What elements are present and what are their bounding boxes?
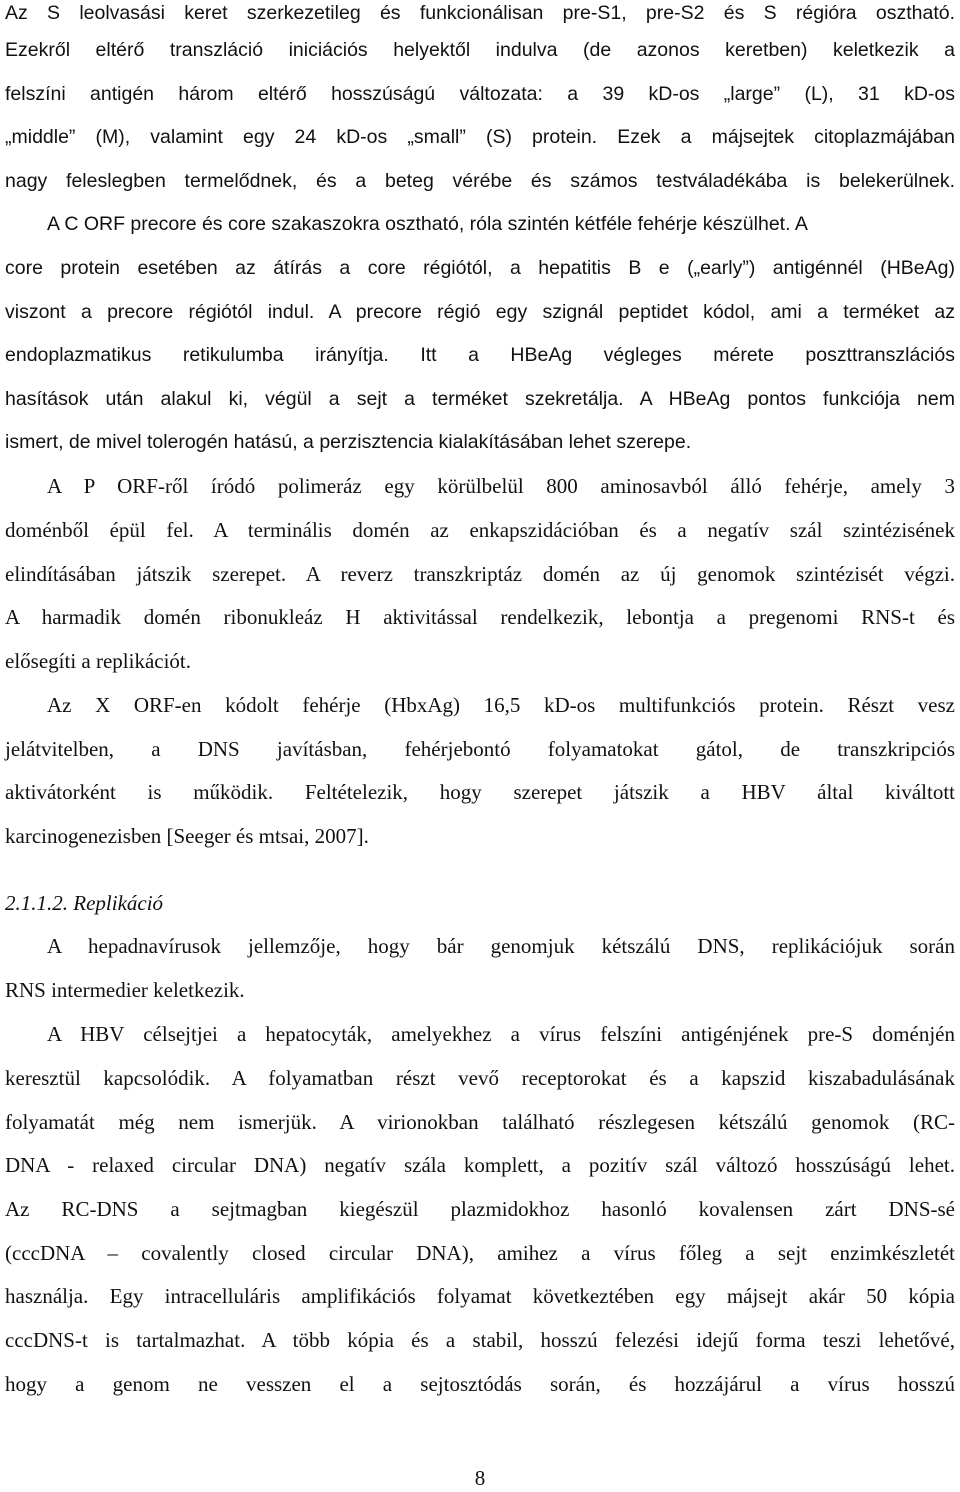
paragraph-line: A hepadnavírusok jellemzője, hogy bár genomjuk kétszálú DNS, replikációjuk során — [47, 934, 955, 958]
paragraph-line: A HBV célsejtjei a hepatocyták, amelyekhez a vírus felszíni antigénjének pre-S doménjén — [47, 1022, 955, 1046]
paragraph-line: core protein esetében az átírás a core régiótól, a hepatitis B e („early”) antigénnél (HBeAg) — [5, 257, 955, 279]
paragraph-line: ismert, de mivel tolerogén hatású, a perzisztencia kialakításában lehet szerepe. — [5, 431, 692, 453]
paragraph-line: nagy feleslegben termelődnek, és a beteg vérébe és számos testváladékába is belekerülnek. — [5, 170, 955, 192]
paragraph-line: DNA - relaxed circular DNA) negatív szála komplett, a pozitív szál változó hosszúságú lehet. — [5, 1153, 955, 1177]
paragraph-line: doménből épül fel. A terminális domén az enkapszidációban és a negatív szál szintézisének — [5, 518, 955, 542]
paragraph-line: aktivátorként is működik. Feltételezik, hogy szerepet játszik a HBV által kiváltott — [5, 780, 955, 804]
paragraph-line: elindításában játszik szerepet. A reverz transzkriptáz domén az új genomok szintézisét végzi. — [5, 562, 955, 586]
paragraph-line: „middle” (M), valamint egy 24 kD-os „small” (S) protein. Ezek a májsejtek citoplazmájában — [5, 126, 955, 148]
page-number: 8 — [474, 1466, 486, 1490]
paragraph-line: A P ORF-ről íródó polimeráz egy körülbelül 800 aminosavból álló fehérje, amely 3 — [47, 474, 955, 498]
paragraph-line: cccDNS-t is tartalmazhat. A több kópia és a stabil, hosszú felezési idejű forma teszi lehetővé, — [5, 1328, 955, 1352]
paragraph-line: RNS intermedier keletkezik. — [5, 978, 245, 1002]
paragraph-line: keresztül kapcsolódik. A folyamatban részt vevő receptorokat és a kapszid kiszabadulásának — [5, 1066, 955, 1090]
paragraph-line: elősegíti a replikációt. — [5, 649, 192, 673]
paragraph-line: használja. Egy intracelluláris amplifikációs folyamat következtében egy májsejt akár 50 kópia — [5, 1284, 955, 1308]
paragraph-line: viszont a precore régiótól indul. A precore régió egy szignál peptidet kódol, ami a terméket az — [5, 301, 955, 323]
paragraph-line: felszíni antigén három eltérő hosszúságú változata: a 39 kD-os „large” (L), 31 kD-os — [5, 83, 955, 105]
paragraph-line: endoplazmatikus retikulumba irányítja. Itt a HBeAg végleges mérete poszttranszlációs — [5, 344, 955, 366]
paragraph-line: Az X ORF-en kódolt fehérje (HbxAg) 16,5 kD-os multifunkciós protein. Részt vesz — [47, 693, 955, 717]
paragraph-line: Az S leolvasási keret szerkezetileg és funkcionálisan pre-S1, pre-S2 és S régióra osztható. — [5, 2, 955, 24]
section-heading: 2.1.1.2. Replikáció — [5, 891, 164, 915]
paragraph-line: karcinogenezisben [Seeger és mtsai, 2007]. — [5, 824, 369, 848]
paragraph-line: jelátvitelben, a DNS javításban, fehérjebontó folyamatokat gátol, de transzkripciós — [5, 737, 955, 761]
paragraph-line: Ezekről eltérő transzláció iniciációs helyektől indulva (de azonos keretben) keletkezik a — [5, 39, 955, 61]
paragraph-line: A C ORF precore és core szakaszokra osztható, róla szintén kétféle fehérje készülhet. A — [47, 213, 808, 235]
paragraph-line: hogy a genom ne vesszen el a sejtosztódás során, és hozzájárul a vírus hosszú — [5, 1372, 955, 1396]
paragraph-line: folyamatát még nem ismerjük. A virionokban található részlegesen kétszálú genomok (RC- — [5, 1110, 955, 1134]
paragraph-line: (cccDNA – covalently closed circular DNA), amihez a vírus főleg a sejt enzimkészletét — [5, 1241, 955, 1265]
paragraph-line: A harmadik domén ribonukleáz H aktivitással rendelkezik, lebontja a pregenomi RNS-t és — [5, 605, 955, 629]
paragraph-line: Az RC-DNS a sejtmagban kiegészül plazmidokhoz hasonló kovalensen zárt DNS-sé — [5, 1197, 955, 1221]
paragraph-line: hasítások után alakul ki, végül a sejt a terméket szekretálja. A HBeAg pontos funkciója nem — [5, 388, 955, 410]
